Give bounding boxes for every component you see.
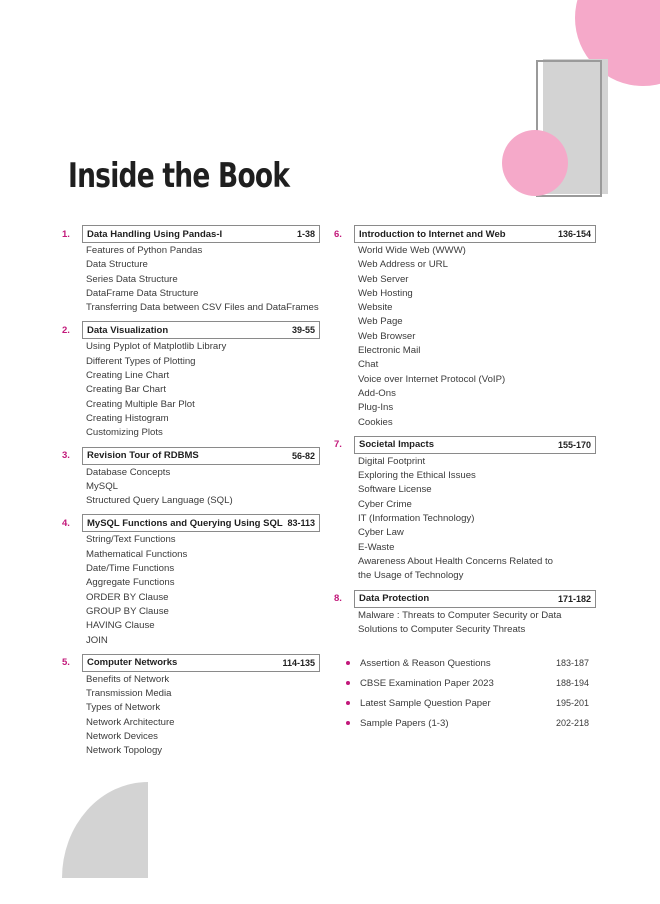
chapter-heading[interactable] [334, 590, 596, 608]
topic-item: Cookies [358, 416, 393, 428]
chapter-heading[interactable] [62, 654, 320, 672]
topic-item: Structured Query Language (SQL) [86, 495, 233, 507]
bullet-icon [346, 681, 350, 685]
topic-item: Cyber Crime [358, 498, 412, 510]
chapter-heading[interactable] [334, 436, 596, 454]
chapter-title-box [354, 436, 596, 454]
topic-item: Types of Network [86, 702, 161, 714]
topic-item: Solutions to Computer Security Threats [358, 623, 526, 635]
topic-item: JOIN [86, 634, 108, 646]
topic-list [358, 609, 596, 638]
topic-item: String/Text Functions [86, 534, 176, 546]
topic-item: Network Topology [86, 745, 163, 757]
chapter-heading[interactable] [334, 225, 596, 243]
chapter-number: 3. [62, 450, 70, 462]
topic-item: DataFrame Data Structure [86, 287, 199, 299]
extra-item[interactable] [334, 713, 596, 733]
chapter-pages: 155-170 [557, 439, 591, 450]
extra-item[interactable] [334, 673, 596, 693]
chapter-heading[interactable] [62, 225, 320, 243]
chapter-pages: 136-154 [557, 229, 591, 239]
chapter-number: 2. [62, 324, 70, 336]
topic-item: Voice over Internet Protocol (VoIP) [358, 373, 506, 385]
topic-item: Mathematical Functions [86, 548, 188, 560]
chapter-title-box [82, 654, 320, 672]
chapter-pages: 39-55 [291, 325, 315, 336]
chapter-pages: 171-182 [557, 593, 591, 604]
topic-item: Aggregate Functions [86, 577, 175, 589]
chapter-title: Data Visualization [87, 324, 169, 336]
topic-item: Date/Time Functions [86, 563, 175, 575]
topic-item: Series Data Structure [86, 273, 178, 285]
extra-item-pages: 188-194 [556, 678, 590, 689]
chapter-title: MySQL Functions and Querying Using SQL [87, 517, 283, 529]
chapter-number: 1. [62, 228, 70, 240]
chapter-title: Revision Tour of RDBMS [87, 450, 199, 462]
extra-item-label: Assertion & Reason Questions [360, 657, 491, 669]
topic-item: Electronic Mail [358, 345, 421, 357]
extra-item-pages: 183-187 [556, 658, 590, 669]
chapter-title-box [82, 321, 320, 339]
chapter-number: 5. [62, 657, 70, 669]
chapter-title-box [82, 447, 320, 465]
topic-item: Creating Line Chart [86, 370, 170, 382]
chapter-section [62, 225, 320, 315]
topic-item: Features of Python Pandas [86, 245, 203, 256]
topic-item: GROUP BY Clause [86, 605, 169, 617]
topic-item: Transmission Media [86, 688, 172, 700]
bullet-icon [346, 721, 350, 725]
topic-item: Malware : Threats to Computer Security or Data [358, 609, 562, 621]
chapter-title-box [354, 590, 596, 608]
chapter-title-box [82, 514, 320, 532]
chapter-title: Introduction to Internet and Web [359, 228, 506, 240]
chapter-heading[interactable] [62, 321, 320, 339]
topic-item: Different Types of Plotting [86, 355, 196, 367]
topic-list [86, 466, 320, 509]
extra-item-pages: 202-218 [556, 718, 590, 729]
chapter-section [62, 654, 320, 759]
chapter-heading[interactable] [62, 514, 320, 532]
topic-item: Network Devices [86, 731, 158, 743]
topic-item: Creating Bar Chart [86, 384, 166, 396]
chapter-number: 8. [334, 593, 342, 605]
chapter-section [334, 436, 596, 584]
chapter-section [62, 447, 320, 509]
extra-contents-list [334, 653, 596, 733]
extra-item[interactable] [334, 653, 596, 673]
decorative-gray-quarter-circle [62, 782, 148, 878]
extra-item[interactable] [334, 693, 596, 713]
chapter-title-box [354, 225, 596, 243]
topic-item: Customizing Plots [86, 427, 163, 439]
topic-item: IT (Information Technology) [358, 513, 475, 525]
chapter-number: 7. [334, 439, 342, 451]
topic-item: Data Structure [86, 259, 148, 271]
chapter-pages: 83-113 [287, 518, 315, 529]
topic-item: Digital Footprint [358, 455, 426, 467]
topic-list [86, 244, 320, 315]
topic-item: Website [358, 302, 393, 314]
chapter-title: Societal Impacts [359, 439, 434, 451]
topic-item: HAVING Clause [86, 620, 155, 632]
chapter-section [334, 225, 596, 430]
decorative-pink-circle [502, 130, 568, 196]
topic-item: Cyber Law [358, 527, 404, 539]
chapter-pages: 56-82 [291, 450, 315, 461]
topic-item: Transferring Data between CSV Files and DataFrames [86, 302, 319, 314]
extra-item-label: Latest Sample Question Paper [360, 697, 491, 709]
topic-item: Web Server [358, 273, 409, 285]
extra-item-label: Sample Papers (1-3) [360, 717, 449, 729]
topic-item: the Usage of Technology [358, 570, 464, 582]
topic-item: Creating Histogram [86, 412, 169, 424]
topic-item: Web Hosting [358, 287, 413, 299]
topic-item: Using Pyplot of Matplotlib Library [86, 341, 227, 353]
topic-item: World Wide Web (WWW) [358, 245, 466, 256]
topic-item: Web Address or URL [358, 259, 448, 271]
chapter-title: Data Handling Using Pandas-I [87, 228, 223, 240]
topic-item: Plug-Ins [358, 402, 394, 414]
chapter-section [334, 590, 596, 638]
chapter-pages: 1-38 [296, 229, 315, 239]
extra-item-label: CBSE Examination Paper 2023 [360, 677, 494, 689]
page-title: Inside the Book [68, 156, 290, 196]
topic-item: Database Concepts [86, 466, 171, 478]
chapter-heading[interactable] [62, 447, 320, 465]
topic-list [86, 533, 320, 647]
topic-item: ORDER BY Clause [86, 591, 169, 603]
topic-item: Benefits of Network [86, 673, 170, 685]
chapter-pages: 114-135 [282, 657, 315, 668]
topic-item: Web Browser [358, 330, 416, 342]
bullet-icon [346, 701, 350, 705]
topic-item: Software License [358, 484, 432, 496]
topic-item: Chat [358, 359, 379, 371]
chapter-number: 6. [334, 228, 342, 240]
chapter-section [62, 321, 320, 440]
chapter-number: 4. [62, 517, 70, 529]
contents-left-column [62, 225, 320, 765]
chapter-section [62, 514, 320, 647]
topic-list [86, 673, 320, 759]
chapter-title: Computer Networks [87, 657, 178, 669]
topic-item: Web Page [358, 316, 403, 328]
topic-item: MySQL [86, 480, 118, 492]
chapter-title: Data Protection [359, 593, 430, 605]
topic-item: Exploring the Ethical Issues [358, 470, 476, 482]
topic-item: E-Waste [358, 541, 395, 553]
chapter-title-box [82, 225, 320, 243]
right-sections [334, 225, 596, 637]
topic-list [86, 340, 320, 440]
topic-list [358, 455, 596, 584]
topic-item: Creating Multiple Bar Plot [86, 398, 195, 410]
topic-item: Add-Ons [358, 387, 396, 399]
topic-list [358, 244, 596, 430]
extra-item-pages: 195-201 [556, 698, 590, 709]
contents-right-column [334, 225, 596, 733]
topic-item: Awareness About Health Concerns Related to [358, 555, 554, 567]
bullet-icon [346, 661, 350, 665]
topic-item: Network Architecture [86, 716, 175, 728]
